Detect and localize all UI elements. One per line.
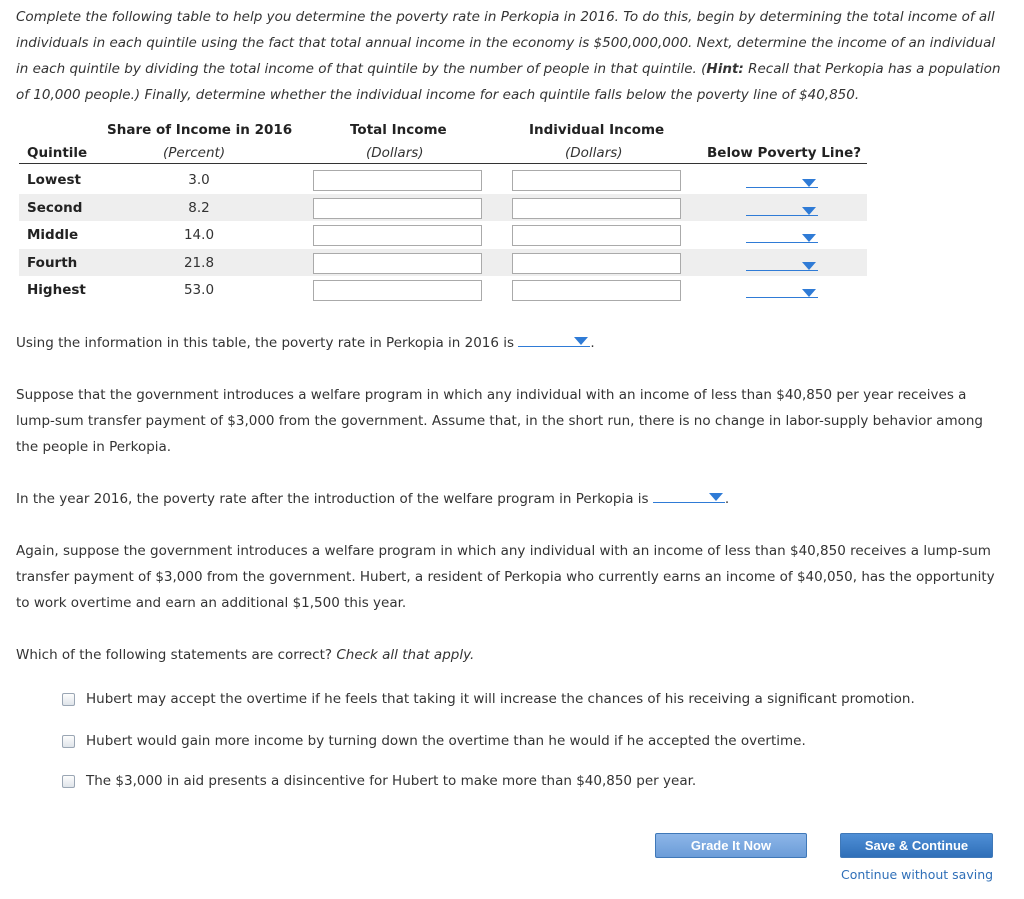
- checkbox[interactable]: [62, 735, 75, 748]
- quintile-label: Second: [27, 199, 83, 216]
- dropdown-arrow-icon: [709, 493, 723, 501]
- continue-without-saving-link[interactable]: Continue without saving: [841, 867, 994, 882]
- welfare-program-paragraph: Suppose that the government introduces a welfare program in which any individual with an income of less than $40,850 per year receives a lump-sum transfer payment of $3,000 from the government. Assume that, in the short run, there is no change in labor-supply behavior among the people in Perkopia.: [16, 387, 983, 455]
- total-income-input[interactable]: [313, 280, 482, 301]
- table-row: [19, 249, 867, 277]
- poverty-rate-dropdown[interactable]: [518, 331, 590, 347]
- below-poverty-dropdown[interactable]: [746, 172, 818, 188]
- option-label: Hubert may accept the overtime if he feels that taking it will increase the chances of his receiving a significant promotion.: [86, 691, 915, 707]
- table-row: [19, 276, 867, 304]
- below-poverty-dropdown[interactable]: [746, 255, 818, 271]
- quintile-label: Highest: [27, 282, 86, 298]
- below-poverty-dropdown[interactable]: [746, 227, 818, 243]
- table-row: [19, 194, 867, 222]
- header-individual-unit: (Dollars): [565, 145, 623, 161]
- save-continue-button[interactable]: Save & Continue: [840, 833, 993, 858]
- individual-income-input[interactable]: [512, 225, 681, 246]
- share-value: 3.0: [188, 172, 210, 188]
- grade-it-now-button[interactable]: Grade It Now: [655, 833, 807, 858]
- share-value: 21.8: [183, 254, 215, 271]
- header-share-unit: (Percent): [163, 145, 226, 161]
- below-poverty-dropdown[interactable]: [746, 282, 818, 298]
- individual-income-input[interactable]: [512, 170, 681, 191]
- header-divider: [19, 163, 867, 164]
- header-quintile: Quintile: [27, 145, 88, 161]
- quintile-label: Lowest: [27, 172, 81, 188]
- option-label: Hubert would gain more income by turning down the overtime than he would if he accepted the overtime.: [86, 733, 806, 749]
- dropdown-arrow-icon: [574, 337, 588, 345]
- dropdown-arrow-icon: [802, 262, 816, 270]
- header-below-poverty: Below Poverty Line?: [707, 145, 862, 161]
- hint-label: Hint:: [706, 61, 744, 77]
- dropdown-arrow-icon: [802, 179, 816, 187]
- individual-income-input[interactable]: [512, 280, 681, 301]
- dropdown-arrow-icon: [802, 234, 816, 242]
- header-total: Total Income: [350, 122, 447, 138]
- option-label: The $3,000 in aid presents a disincentive for Hubert to make more than $40,850 per year.: [86, 773, 697, 789]
- checkbox[interactable]: [62, 775, 75, 788]
- question-poverty-rate-after: In the year 2016, the poverty rate after the introduction of the welfare program in Perkopia is .: [16, 486, 1006, 512]
- individual-income-input[interactable]: [512, 253, 681, 274]
- hubert-paragraph: Again, suppose the government introduces a welfare program in which any individual with an income of less than $40,850 receives a lump-sum transfer payment of $3,000 from the government. Hubert, a resident of Perkopia who currently earns an income of $40,050, has the opportunity to work overtime and earn an additional $1,500 this year.: [16, 543, 995, 611]
- table-row: [19, 221, 867, 249]
- total-income-input[interactable]: [313, 253, 482, 274]
- below-poverty-dropdown[interactable]: [746, 200, 818, 216]
- total-income-input[interactable]: [313, 170, 482, 191]
- share-value: 14.0: [183, 227, 215, 243]
- checkbox[interactable]: [62, 693, 75, 706]
- dropdown-arrow-icon: [802, 207, 816, 215]
- poverty-rate-after-dropdown[interactable]: [653, 487, 725, 503]
- quintile-label: Fourth: [27, 254, 78, 271]
- header-total-unit: (Dollars): [366, 145, 424, 161]
- individual-income-input[interactable]: [512, 198, 681, 219]
- share-value: 53.0: [183, 282, 215, 298]
- header-individual: Individual Income: [529, 122, 665, 138]
- share-value: 8.2: [188, 199, 210, 216]
- dropdown-arrow-icon: [802, 289, 816, 297]
- table-row: [19, 166, 867, 194]
- total-income-input[interactable]: [313, 198, 482, 219]
- total-income-input[interactable]: [313, 225, 482, 246]
- question-statements: Which of the following statements are correct? Check all that apply.: [16, 647, 475, 663]
- question-poverty-rate: Using the information in this table, the poverty rate in Perkopia in 2016 is .: [16, 330, 1006, 356]
- instructions: Complete the following table to help you determine the poverty rate in Perkopia in 2016. To do this, begin by determining the total income of all individuals in each quintile using the fact that total annual income in the economy is $500,000,000. Next, determine the income of an individual in each quintile by dividing the total income of that quintile by the number of people in that quintile. (Hint: Recall that Perkopia has a population of 10,000 people.) Finally, determine whether the individual income for each quintile falls below the poverty line of $40,850.: [16, 9, 1001, 103]
- quintile-label: Middle: [27, 227, 79, 243]
- header-share: Share of Income in 2016: [107, 122, 293, 138]
